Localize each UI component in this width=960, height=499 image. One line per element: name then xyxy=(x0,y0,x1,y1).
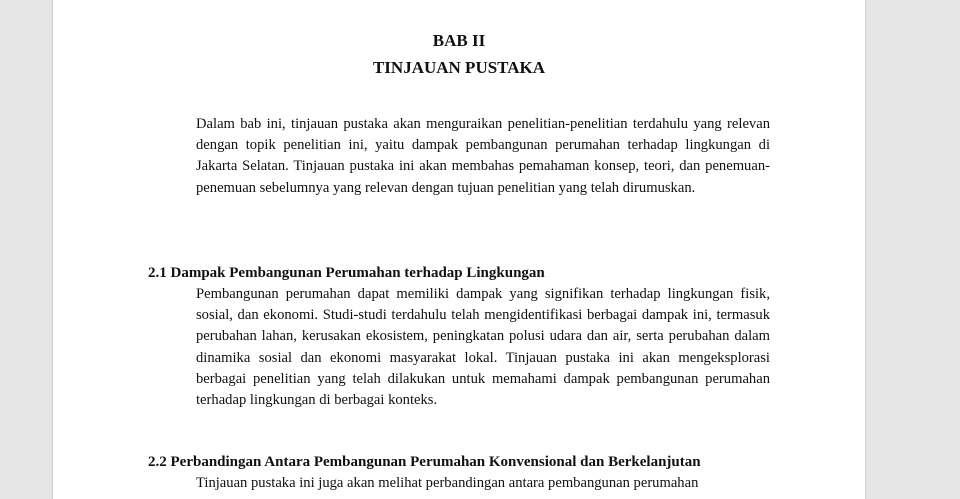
section-heading-2-2: 2.2 Perbandingan Antara Pembangunan Perumahan Konvensional dan Berkelanjutan xyxy=(148,454,701,470)
intro-paragraph: Dalam bab ini, tinjauan pustaka akan menguraikan penelitian-penelitian terdahulu yang relevan dengan topik penelitian ini, yaitu dampak pembangunan perumahan terhadap lingkungan di Jakarta Selatan. Tinjauan pustaka ini akan membahas pemahaman konsep, teori, dan penemuan-penemuan sebelumnya yang relevan dengan tujuan penelitian yang telah dirumuskan. xyxy=(196,116,770,196)
section-heading-2-1: 2.1 Dampak Pembangunan Perumahan terhadap Lingkungan xyxy=(148,265,545,281)
section-body-2-2: Tinjauan pustaka ini juga akan melihat perbandingan antara pembangunan perumahan xyxy=(196,475,699,491)
chapter-title: TINJAUAN PUSTAKA xyxy=(372,58,546,77)
document-page xyxy=(53,0,865,499)
chapter-heading: BAB II xyxy=(432,31,486,50)
section-body-2-1: Pembangunan perumahan dapat memiliki dampak yang signifikan terhadap lingkungan fisik, sosial, dan ekonomi. Studi-studi terdahulu telah mengidentifikasi berbagai dampak ini, termasuk perubahan lahan, kerusakan ekosistem, peningkatan polusi udara dan air, serta perubahan dalam dinamika sosial dan ekonomi masyarakat lokal. Tinjauan pustaka ini akan mengeksplorasi berbagai penelitian yang telah dilakukan untuk memahami dampak pembangunan perumahan terhadap lingkungan di berbagai konteks. xyxy=(196,286,770,409)
